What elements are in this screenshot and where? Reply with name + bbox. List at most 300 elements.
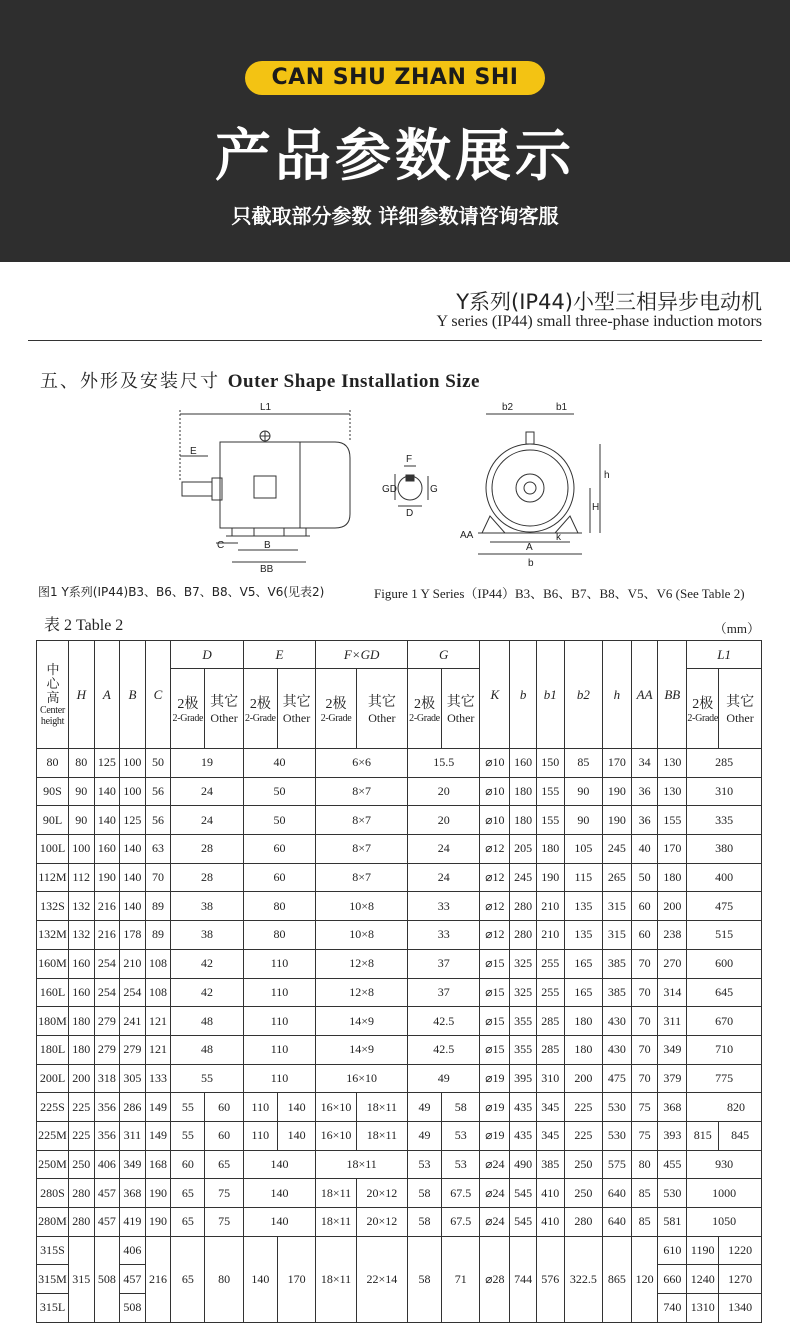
table-cell: 820: [687, 1093, 762, 1122]
table-row: [37, 863, 762, 892]
table-cell: 37: [407, 978, 480, 1007]
table-cell: 349: [120, 1150, 146, 1179]
table-cell: 315: [603, 921, 632, 950]
label-b1: b1: [556, 402, 568, 413]
table-row: [37, 1265, 762, 1294]
table-cell: 38: [171, 892, 244, 921]
col-b1: b1: [536, 641, 564, 749]
table-cell: 245: [510, 863, 537, 892]
col-AA: AA: [631, 641, 658, 749]
table-cell: 49: [407, 1121, 441, 1150]
table-cell: 6×6: [316, 749, 408, 778]
col-L1: L1: [687, 641, 762, 669]
table-cell: 160: [94, 835, 120, 864]
table-cell: 155: [536, 806, 564, 835]
label-H: H: [592, 502, 600, 513]
table-cell: 254: [120, 978, 146, 1007]
table-cell: 140: [120, 892, 146, 921]
table-cell: 28: [171, 863, 244, 892]
table-cell: 112M: [37, 863, 69, 892]
table-cell: 135: [564, 892, 602, 921]
table-cell: 310: [536, 1064, 564, 1093]
table-cell: 42.5: [407, 1035, 480, 1064]
table-cell: 1270: [719, 1265, 762, 1294]
table-cell: 20×12: [356, 1179, 407, 1208]
table-cell: 315M: [37, 1265, 69, 1294]
table-cell: 180: [536, 835, 564, 864]
table-cell: 280: [564, 1208, 602, 1237]
table-row: [37, 1179, 762, 1208]
table-cell: 515: [687, 921, 762, 950]
hero-title: 产品参数展示: [215, 124, 575, 189]
table-cell: 475: [687, 892, 762, 921]
table-cell: 55: [171, 1121, 205, 1150]
table-cell: ⌀19: [480, 1064, 510, 1093]
table-cell: 38: [171, 921, 244, 950]
label-A: A: [526, 542, 533, 553]
table-cell: 49: [407, 1093, 441, 1122]
table-cell: 815: [687, 1121, 719, 1150]
table-cell: 250M: [37, 1150, 69, 1179]
table-cell: 42: [171, 949, 244, 978]
table-cell: 100: [120, 749, 146, 778]
divider: [28, 340, 762, 341]
table-cell: 170: [658, 835, 687, 864]
table-cell: 930: [687, 1150, 762, 1179]
table-cell: 18×11: [356, 1121, 407, 1150]
table-cell: 325: [510, 978, 537, 1007]
table-cell: ⌀15: [480, 1035, 510, 1064]
figure-caption-en: Figure 1 Y Series（IP44）B3、B6、B7、B8、V5、V6 (See Table 2): [374, 586, 745, 601]
table-cell: 53: [442, 1121, 480, 1150]
table-cell: 18×11: [316, 1179, 357, 1208]
table-cell: 8×7: [316, 777, 408, 806]
label-k: k: [556, 532, 561, 543]
table-cell: 18×11: [316, 1150, 408, 1179]
table-cell: 581: [658, 1208, 687, 1237]
table-cell: 20: [407, 806, 480, 835]
table-cell: 280: [68, 1208, 94, 1237]
table-cell: [631, 1236, 658, 1265]
col-B: B: [120, 641, 146, 749]
table-cell: ⌀15: [480, 949, 510, 978]
table-cell: 285: [536, 1007, 564, 1036]
table-cell: 270: [658, 949, 687, 978]
table-title: 表 2 Table 2: [44, 617, 124, 634]
table-cell: 63: [145, 835, 171, 864]
table-cell: 318: [94, 1064, 120, 1093]
table-cell: 225: [564, 1093, 602, 1122]
table-cell: 225M: [37, 1121, 69, 1150]
table-cell: 12×8: [316, 978, 408, 1007]
table-cell: 406: [94, 1150, 120, 1179]
table-cell: 575: [603, 1150, 632, 1179]
table-cell: 80: [205, 1265, 243, 1294]
table-cell: 205: [510, 835, 537, 864]
table-cell: 385: [536, 1150, 564, 1179]
table-cell: 322.5: [564, 1265, 602, 1294]
table-cell: 60: [171, 1150, 205, 1179]
table-cell: 65: [171, 1208, 205, 1237]
table-cell: 58: [407, 1179, 441, 1208]
table-cell: 315L: [37, 1294, 69, 1323]
table-cell: 180: [510, 777, 537, 806]
table-cell: ⌀24: [480, 1150, 510, 1179]
subcol-FxGD-2grade: 2极 2-Grade: [316, 669, 357, 749]
table-cell: 115: [564, 863, 602, 892]
table-cell: [480, 1236, 510, 1265]
table-cell: 36: [631, 806, 658, 835]
table-cell: 225: [564, 1121, 602, 1150]
table-cell: 775: [687, 1064, 762, 1093]
table-cell: 15.5: [407, 749, 480, 778]
table-cell: 80: [631, 1150, 658, 1179]
table-cell: 254: [94, 949, 120, 978]
table-cell: ⌀10: [480, 806, 510, 835]
table-cell: 216: [94, 921, 120, 950]
table-cell: 255: [536, 949, 564, 978]
col-A: A: [94, 641, 120, 749]
table-cell: 457: [120, 1265, 146, 1294]
dimension-table: [36, 640, 762, 1323]
table-cell: 530: [603, 1121, 632, 1150]
table-cell: 132S: [37, 892, 69, 921]
table-row: [37, 892, 762, 921]
table-cell: 190: [145, 1179, 171, 1208]
table-cell: 16×10: [316, 1093, 357, 1122]
table-cell: ⌀12: [480, 892, 510, 921]
table-cell: [243, 1236, 277, 1265]
table-cell: 435: [510, 1121, 537, 1150]
table-cell: 315: [603, 892, 632, 921]
table-cell: 140: [243, 1208, 316, 1237]
table-cell: 250: [564, 1150, 602, 1179]
label-G: G: [430, 484, 438, 495]
table-cell: 110: [243, 1007, 316, 1036]
table-row: [37, 1064, 762, 1093]
table-cell: 24: [171, 777, 244, 806]
table-cell: 410: [536, 1208, 564, 1237]
table-cell: 180M: [37, 1007, 69, 1036]
table-cell: 355: [510, 1035, 537, 1064]
table-cell: 285: [536, 1035, 564, 1064]
table-cell: 640: [603, 1208, 632, 1237]
table-cell: 545: [510, 1208, 537, 1237]
table-cell: 200: [564, 1064, 602, 1093]
table-unit: （mm）: [713, 621, 760, 636]
col-b: b: [510, 641, 537, 749]
table-cell: 178: [120, 921, 146, 950]
table-cell: [480, 1294, 510, 1323]
table-cell: [564, 1294, 602, 1323]
label-B: B: [264, 540, 271, 551]
table-cell: 85: [631, 1179, 658, 1208]
table-cell: 180: [68, 1007, 94, 1036]
table-cell: 125: [120, 806, 146, 835]
table-cell: 865: [603, 1265, 632, 1294]
table-cell: ⌀19: [480, 1121, 510, 1150]
table-cell: 18×11: [316, 1265, 357, 1294]
shaft-section-drawing: [395, 466, 428, 506]
table-cell: [356, 1294, 407, 1323]
table-cell: 1310: [687, 1294, 719, 1323]
table-cell: 349: [658, 1035, 687, 1064]
table-cell: 430: [603, 1007, 632, 1036]
table-cell: 216: [94, 892, 120, 921]
table-cell: 280S: [37, 1179, 69, 1208]
table-cell: 140: [277, 1093, 315, 1122]
label-b2: b2: [502, 402, 514, 413]
table-cell: 48: [171, 1035, 244, 1064]
table-cell: 89: [145, 921, 171, 950]
table-cell: 100L: [37, 835, 69, 864]
table-cell: 170: [277, 1265, 315, 1294]
table-cell: 90L: [37, 806, 69, 835]
table-cell: 457: [94, 1208, 120, 1237]
table-cell: 140: [243, 1179, 316, 1208]
table-cell: 58: [407, 1265, 441, 1294]
table-cell: 12×8: [316, 949, 408, 978]
table-cell: 1000: [687, 1179, 762, 1208]
table-cell: 279: [94, 1035, 120, 1064]
table-cell: [442, 1294, 480, 1323]
table-cell: ⌀12: [480, 835, 510, 864]
table-cell: 75: [631, 1121, 658, 1150]
table-cell: 180: [564, 1007, 602, 1036]
table-cell: 419: [120, 1208, 146, 1237]
table-cell: 279: [120, 1035, 146, 1064]
table-cell: 660: [658, 1265, 687, 1294]
table-cell: 70: [631, 1007, 658, 1036]
table-cell: ⌀10: [480, 777, 510, 806]
table-cell: 89: [145, 892, 171, 921]
table-cell: 14×9: [316, 1007, 408, 1036]
table-cell: 508: [94, 1265, 120, 1294]
table-cell: 140: [94, 806, 120, 835]
table-cell: 70: [631, 949, 658, 978]
table-cell: 305: [120, 1064, 146, 1093]
table-cell: 60: [205, 1121, 243, 1150]
table-cell: [145, 1236, 171, 1265]
table-cell: 24: [407, 863, 480, 892]
table-cell: [510, 1236, 537, 1265]
col-C: C: [145, 641, 171, 749]
table-cell: 285: [687, 749, 762, 778]
table-cell: 225: [68, 1093, 94, 1122]
table-cell: 90: [564, 806, 602, 835]
table-cell: 200: [658, 892, 687, 921]
table-cell: 315S: [37, 1236, 69, 1265]
table-cell: 250: [68, 1150, 94, 1179]
table-cell: 110: [243, 1093, 277, 1122]
table-cell: 400: [687, 863, 762, 892]
table-cell: 80: [243, 921, 316, 950]
table-cell: 216: [145, 1265, 171, 1294]
table-cell: 140: [120, 863, 146, 892]
table-cell: 280: [68, 1179, 94, 1208]
table-cell: 125: [94, 749, 120, 778]
table-cell: 50: [243, 777, 316, 806]
table-cell: 60: [243, 835, 316, 864]
table-cell: 356: [94, 1121, 120, 1150]
label-E: E: [190, 446, 197, 457]
table-cell: 670: [687, 1007, 762, 1036]
table-cell: [510, 1294, 537, 1323]
table-cell: 710: [687, 1035, 762, 1064]
table-row: [37, 1150, 762, 1179]
subcol-G-other: 其它 Other: [442, 669, 480, 749]
table-cell: [631, 1294, 658, 1323]
table-cell: 53: [407, 1150, 441, 1179]
table-cell: 265: [603, 863, 632, 892]
table-cell: 28: [171, 835, 244, 864]
table-cell: 18×11: [356, 1093, 407, 1122]
table-cell: 67.5: [442, 1208, 480, 1237]
col-b2: b2: [564, 641, 602, 749]
table-cell: [68, 1236, 94, 1265]
table-cell: [243, 1294, 277, 1323]
table-cell: 70: [631, 1064, 658, 1093]
table-cell: 75: [631, 1093, 658, 1122]
table-cell: 140: [277, 1121, 315, 1150]
table-cell: 100: [68, 835, 94, 864]
table-cell: 140: [243, 1265, 277, 1294]
table-cell: 379: [658, 1064, 687, 1093]
table-cell: 160: [68, 949, 94, 978]
table-cell: 180: [68, 1035, 94, 1064]
table-cell: 435: [510, 1093, 537, 1122]
table-cell: 90S: [37, 777, 69, 806]
table-cell: 24: [407, 835, 480, 864]
figure-caption-cn: 图1 Y系列(IP44)B3、B6、B7、B8、V5、V6(见表2): [38, 585, 325, 599]
table-cell: 135: [564, 921, 602, 950]
table-cell: [536, 1294, 564, 1323]
table-cell: 10×8: [316, 921, 408, 950]
table-cell: 121: [145, 1007, 171, 1036]
table-cell: 140: [120, 835, 146, 864]
table-row: [37, 921, 762, 950]
table-cell: 42.5: [407, 1007, 480, 1036]
table-cell: 40: [631, 835, 658, 864]
table-cell: [205, 1294, 243, 1323]
table-cell: 60: [205, 1093, 243, 1122]
table-cell: 108: [145, 978, 171, 1007]
table-cell: 33: [407, 921, 480, 950]
table-cell: 56: [145, 777, 171, 806]
table-cell: 490: [510, 1150, 537, 1179]
label-L1: L1: [260, 402, 272, 413]
table-cell: 67.5: [442, 1179, 480, 1208]
table-cell: ⌀24: [480, 1208, 510, 1237]
table-cell: 393: [658, 1121, 687, 1150]
table-cell: 740: [658, 1294, 687, 1323]
table-cell: 457: [94, 1179, 120, 1208]
table-cell: 18×11: [316, 1208, 357, 1237]
table-cell: 34: [631, 749, 658, 778]
table-cell: 36: [631, 777, 658, 806]
table-cell: 49: [407, 1064, 480, 1093]
table-cell: 311: [658, 1007, 687, 1036]
front-view-drawing: [478, 414, 600, 554]
table-cell: ⌀24: [480, 1179, 510, 1208]
col-BB: BB: [658, 641, 687, 749]
product-title-en: Y series (IP44) small three-phase induction motors: [436, 313, 762, 330]
table-cell: 100: [120, 777, 146, 806]
table-cell: 50: [145, 749, 171, 778]
table-row: [37, 1093, 762, 1122]
table-cell: 132: [68, 921, 94, 950]
table-cell: 254: [94, 978, 120, 1007]
table-cell: 190: [603, 777, 632, 806]
table-cell: [536, 1236, 564, 1265]
table-cell: 280M: [37, 1208, 69, 1237]
table-cell: 42: [171, 978, 244, 1007]
table-cell: 355: [510, 1007, 537, 1036]
table-row: [37, 835, 762, 864]
table-cell: 845: [719, 1121, 762, 1150]
table-cell: 120: [631, 1265, 658, 1294]
table-cell: [277, 1294, 315, 1323]
table-cell: 16×10: [316, 1064, 408, 1093]
table-cell: 345: [536, 1093, 564, 1122]
table-cell: 385: [603, 978, 632, 1007]
table-cell: 80: [37, 749, 69, 778]
table-cell: [564, 1236, 602, 1265]
section-title-en: Outer Shape Installation Size: [227, 371, 480, 392]
table-cell: [171, 1236, 205, 1265]
table-cell: 53: [442, 1150, 480, 1179]
table-cell: 130: [658, 777, 687, 806]
table-cell: 65: [205, 1150, 243, 1179]
table-cell: 180: [564, 1035, 602, 1064]
table-cell: 576: [536, 1265, 564, 1294]
table-cell: 1190: [687, 1236, 719, 1265]
table-cell: 180: [510, 806, 537, 835]
table-cell: [94, 1236, 120, 1265]
section-title: [40, 367, 480, 393]
table-row: [37, 1236, 762, 1265]
table-cell: 160: [510, 749, 537, 778]
label-b: b: [528, 558, 534, 569]
label-BB: BB: [260, 564, 274, 574]
col-G: G: [407, 641, 480, 669]
table-cell: ⌀15: [480, 978, 510, 1007]
table-cell: ⌀15: [480, 1007, 510, 1036]
subcol-L1-2grade: 2极 2-Grade: [687, 669, 719, 749]
table-cell: 368: [658, 1093, 687, 1122]
table-cell: 190: [603, 806, 632, 835]
subcol-D-other: 其它 Other: [205, 669, 243, 749]
table-cell: 60: [631, 921, 658, 950]
col-center-height: 中心高 Center height: [37, 641, 69, 749]
col-FxGD: F×GD: [316, 641, 408, 669]
subcol-E-other: 其它 Other: [277, 669, 315, 749]
table-cell: 395: [510, 1064, 537, 1093]
table-cell: 16×10: [316, 1121, 357, 1150]
table-cell: 600: [687, 949, 762, 978]
table-cell: ⌀28: [480, 1265, 510, 1294]
table-cell: 225: [68, 1121, 94, 1150]
table-cell: 140: [94, 777, 120, 806]
table-row: [37, 1035, 762, 1064]
label-AA: AA: [460, 530, 474, 541]
table-cell: 55: [171, 1064, 244, 1093]
table-cell: [407, 1236, 441, 1265]
table-cell: 150: [536, 749, 564, 778]
table-cell: 155: [658, 806, 687, 835]
table-cell: 406: [120, 1236, 146, 1265]
table-cell: 255: [536, 978, 564, 1007]
